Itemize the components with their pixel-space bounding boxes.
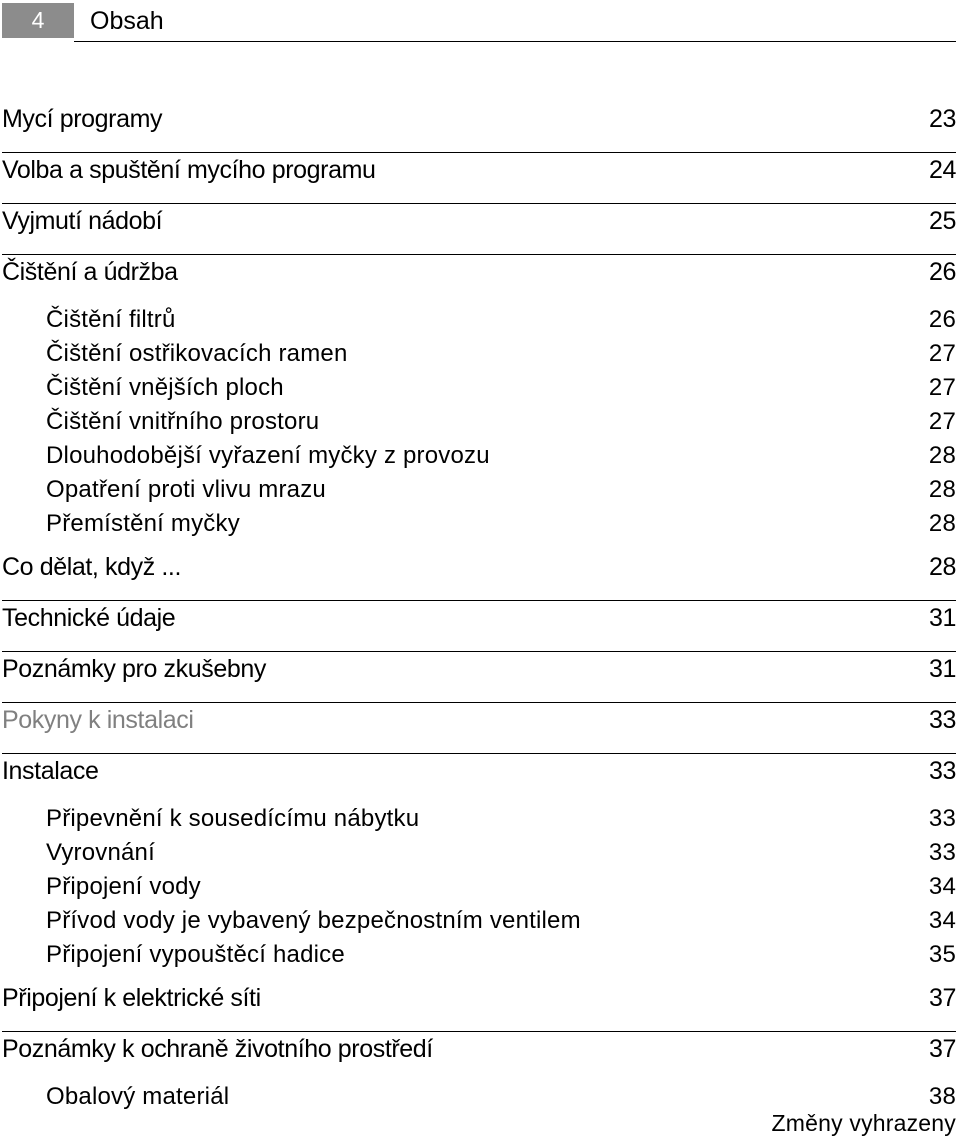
toc-entry-title: Čištění ostřikovacích ramen — [46, 340, 348, 367]
toc-entry-title: Obalový materiál — [46, 1083, 230, 1110]
toc-entry-page-number: 33 — [928, 706, 956, 734]
toc-entry-title: Vyrovnání — [46, 839, 155, 866]
toc-entry-page-number: 28 — [928, 510, 956, 537]
toc-entry-page-number: 33 — [928, 757, 956, 785]
toc-section-entry[interactable] — [2, 204, 956, 255]
toc-entry-title: Připojení vody — [46, 873, 201, 900]
toc-entry-title: Přemístění myčky — [46, 510, 240, 537]
toc-entry-title: Poznámky pro zkušebny — [2, 655, 266, 683]
toc-entry-page-number: 34 — [928, 873, 956, 900]
toc-entry-page-number: 28 — [928, 553, 956, 581]
toc-entry-page-number: 34 — [928, 907, 956, 934]
toc-entry-page-number: 35 — [928, 941, 956, 968]
toc-subsection-entry[interactable] — [2, 805, 956, 839]
toc-subsection-entry[interactable] — [2, 374, 956, 408]
toc-subsection-entry[interactable] — [2, 839, 956, 873]
toc-entry-page-number: 26 — [928, 258, 956, 286]
page-header — [2, 3, 956, 41]
toc-subsection-entry[interactable] — [2, 510, 956, 550]
toc-entry-page-number: 37 — [928, 984, 956, 1012]
toc-entry-page-number: 33 — [928, 839, 956, 866]
toc-section-entry[interactable] — [2, 102, 956, 153]
toc-entry-page-number: 38 — [928, 1083, 956, 1110]
toc-subsection-entry[interactable] — [2, 408, 956, 442]
toc-entry-page-number: 33 — [928, 805, 956, 832]
toc-entry-title: Čištění vnějších ploch — [46, 374, 284, 401]
toc-entry-title: Opatření proti vlivu mrazu — [46, 476, 326, 503]
toc-section-entry[interactable] — [2, 652, 956, 703]
toc-entry-title: Přívod vody je vybavený bezpečnostním ventilem — [46, 907, 581, 934]
page-number-badge: 4 — [2, 3, 74, 38]
footer-note: Změny vyhrazeny — [771, 1110, 956, 1136]
toc-entry-title: Mycí programy — [2, 105, 163, 133]
toc-entry-title: Čištění vnitřního prostoru — [46, 408, 320, 435]
toc-entry-page-number: 27 — [928, 340, 956, 367]
toc-entry-page-number: 28 — [928, 476, 956, 503]
toc-section-entry[interactable] — [2, 153, 956, 204]
toc-entry-page-number: 23 — [928, 105, 956, 133]
page-title: Obsah — [90, 7, 164, 35]
toc-entry-title: Co dělat, když ... — [2, 553, 181, 581]
toc-entry-title: Pokyny k instalaci — [2, 706, 194, 734]
toc-entry-title: Poznámky k ochraně životního prostředí — [2, 1035, 433, 1063]
toc-entry-page-number: 24 — [928, 156, 956, 184]
toc-entry-title: Dlouhodobější vyřazení myčky z provozu — [46, 442, 490, 469]
toc-section-entry[interactable] — [2, 601, 956, 652]
toc-subsection-entry[interactable] — [2, 941, 956, 981]
toc-entry-page-number: 28 — [928, 442, 956, 469]
toc-entry-title: Připevnění k sousedícímu nábytku — [46, 805, 420, 832]
header-divider — [74, 41, 956, 42]
toc-section-entry[interactable] — [2, 1032, 956, 1083]
toc-entry-title: Čištění filtrů — [46, 306, 176, 333]
toc-entry-page-number: 31 — [928, 655, 956, 683]
table-of-contents — [2, 102, 956, 1123]
toc-entry-title: Instalace — [2, 757, 99, 785]
toc-section-entry[interactable] — [2, 754, 956, 805]
toc-entry-page-number: 25 — [928, 207, 956, 235]
toc-subsection-entry[interactable] — [2, 442, 956, 476]
toc-section-entry[interactable] — [2, 255, 956, 306]
toc-entry-page-number: 37 — [928, 1035, 956, 1063]
toc-entry-title: Vyjmutí nádobí — [2, 207, 163, 235]
toc-subsection-entry[interactable] — [2, 306, 956, 340]
toc-entry-title: Připojení vypouštěcí hadice — [46, 941, 345, 968]
toc-entry-title: Připojení k elektrické síti — [2, 984, 261, 1012]
toc-section-entry[interactable] — [2, 550, 956, 601]
toc-entry-page-number: 27 — [928, 374, 956, 401]
toc-entry-page-number: 31 — [928, 604, 956, 632]
toc-entry-title: Čištění a údržba — [2, 258, 178, 286]
toc-entry-title: Volba a spuštění mycího programu — [2, 156, 376, 184]
toc-entry-page-number: 27 — [928, 408, 956, 435]
toc-subsection-entry[interactable] — [2, 907, 956, 941]
toc-subsection-entry[interactable] — [2, 340, 956, 374]
toc-section-entry[interactable] — [2, 981, 956, 1032]
toc-entry-page-number: 26 — [928, 306, 956, 333]
toc-entry-title: Technické údaje — [2, 604, 176, 632]
toc-subsection-entry[interactable] — [2, 476, 956, 510]
toc-section-entry[interactable] — [2, 703, 956, 754]
toc-subsection-entry[interactable] — [2, 873, 956, 907]
